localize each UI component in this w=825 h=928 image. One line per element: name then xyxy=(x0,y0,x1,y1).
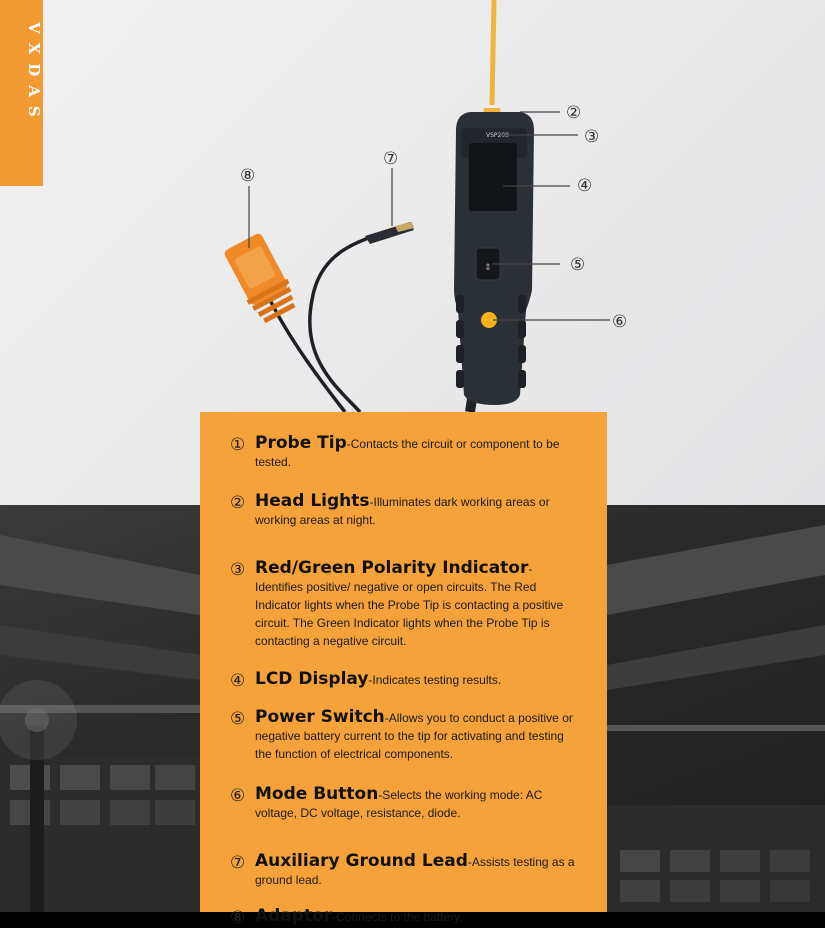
feature-title: Mode Button xyxy=(255,784,379,804)
adaptor-plug xyxy=(221,231,301,326)
alligator-clip xyxy=(365,222,414,244)
tester-device xyxy=(454,112,534,405)
feature-description: -Illuminates dark working areas or working areas at night. xyxy=(255,495,550,527)
feature-title: Adaptor xyxy=(255,906,333,926)
feature-number: ③ xyxy=(230,560,246,580)
feature-polarity-indicator xyxy=(230,559,577,650)
feature-power-switch xyxy=(230,708,577,763)
callout-2: ② xyxy=(566,103,582,123)
feature-number: ⑥ xyxy=(230,786,246,806)
feature-adaptor xyxy=(230,907,577,926)
lcd-screen xyxy=(469,143,517,211)
callout-5: ⑤ xyxy=(570,255,586,275)
feature-description: -Selects the working mode: AC voltage, DC voltage, resistance, diode. xyxy=(255,788,543,820)
callout-6: ⑥ xyxy=(612,312,628,332)
feature-number: ⑦ xyxy=(230,853,246,873)
feature-lcd-display xyxy=(230,670,577,689)
feature-number: ④ xyxy=(230,671,246,691)
feature-number: ① xyxy=(230,435,246,455)
feature-title: LCD Display xyxy=(255,669,369,689)
feature-description: -Contacts the circuit or component to be tested. xyxy=(255,437,560,469)
probe-tip xyxy=(492,0,494,105)
feature-number: ② xyxy=(230,493,246,513)
feature-title: Power Switch xyxy=(255,707,385,727)
feature-title: Probe Tip xyxy=(255,433,347,453)
model-label: VSP200 xyxy=(486,132,509,139)
adaptor-wire xyxy=(270,300,345,412)
feature-title: Red/Green Polarity Indicator xyxy=(255,558,529,578)
callout-4: ④ xyxy=(577,176,593,196)
feature-probe-tip xyxy=(230,434,577,471)
feature-description: -Allows you to conduct a positive or negative battery current to the tip for activating and testing the function of electrical components. xyxy=(255,711,573,761)
svg-text:⇕: ⇕ xyxy=(484,263,492,273)
feature-auxiliary-ground-lead xyxy=(230,852,577,889)
feature-description: -Connects to the battery. xyxy=(332,910,463,924)
feature-title: Head Lights xyxy=(255,491,370,511)
callout-8: ⑧ xyxy=(240,166,256,186)
feature-number: ⑤ xyxy=(230,709,246,729)
feature-panel xyxy=(200,412,607,928)
callout-7: ⑦ xyxy=(383,149,399,169)
feature-title: Auxiliary Ground Lead xyxy=(255,851,468,871)
callout-3: ③ xyxy=(584,127,600,147)
feature-mode-button xyxy=(230,785,577,822)
feature-description: -Indicates testing results. xyxy=(368,673,502,687)
feature-number: ⑧ xyxy=(230,908,246,928)
feature-head-lights xyxy=(230,492,577,529)
feature-description: -Assists testing as a ground lead. xyxy=(255,855,575,887)
feature-description: -Identifies positive/ negative or open circuits. The Red Indicator lights when the Probe Tip is contacting a positive circuit. The Green Indicator lights when the Probe Tip is contacting a negative circuit. xyxy=(255,562,564,648)
brand-text: VXDAS xyxy=(25,22,43,126)
